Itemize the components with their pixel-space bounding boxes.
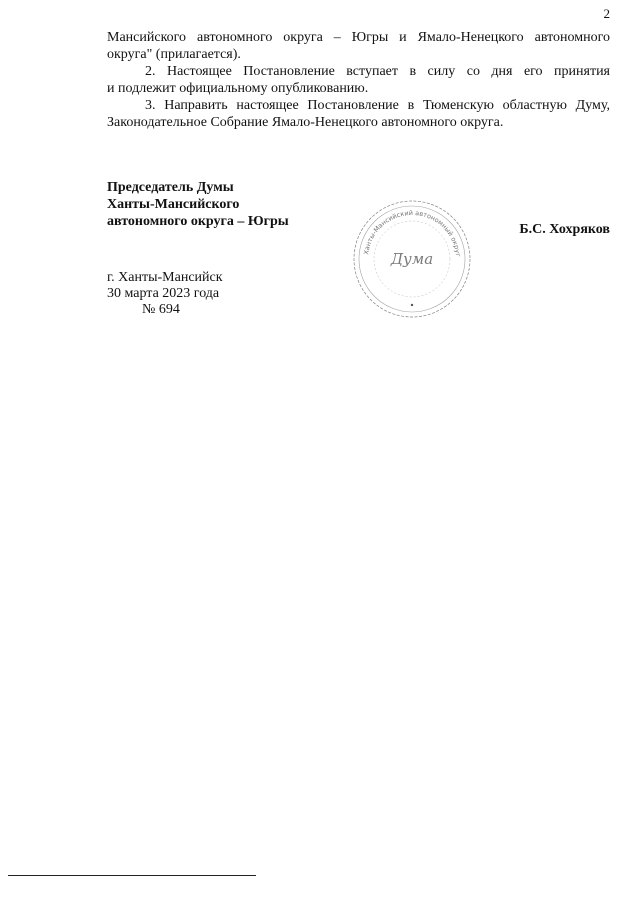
city: г. Ханты-Мансийск xyxy=(107,270,223,285)
date: 30 марта 2023 года xyxy=(107,286,220,301)
paragraph-1-line-1: Мансийского автономного округа – Югры и Ямало-Ненецкого автономного xyxy=(107,30,610,45)
signatory-title-line-2: Ханты-Мансийского xyxy=(107,197,240,212)
signatory-title xyxy=(107,179,289,230)
signatory-title-line-3: автономного округа – Югры xyxy=(107,214,289,229)
signatory-name: Б.С. Хохряков xyxy=(519,222,610,237)
official-seal xyxy=(346,197,478,321)
seal-ring-text: Ханты-Мансийский автономный округ xyxy=(362,208,462,258)
body-text xyxy=(107,29,610,131)
seal-center-text: Дума xyxy=(390,250,434,268)
place-date-block xyxy=(107,270,223,318)
paragraph-2-line-2: и подлежит официальному опубликованию. xyxy=(107,81,369,96)
paragraph-2-line-1: 2. Настоящее Постановление вступает в силу со дня его принятия xyxy=(145,64,610,79)
signatory-title-line-1: Председатель Думы xyxy=(107,180,234,195)
page-number: 2 xyxy=(603,6,610,21)
document-number: № 694 xyxy=(142,302,180,317)
footer-rule xyxy=(8,875,256,876)
paragraph-3-line-1: 3. Направить настоящее Постановление в Тюменскую областную Думу, xyxy=(145,98,610,113)
paragraph-1-line-2: округа" (прилагается). xyxy=(107,47,241,62)
paragraph-3-line-2: Законодательное Собрание Ямало-Ненецкого автономного округа. xyxy=(107,115,504,130)
